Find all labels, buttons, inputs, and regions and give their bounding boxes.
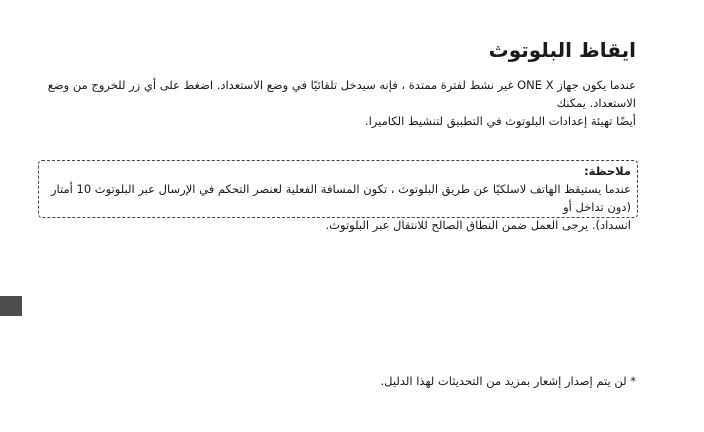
- footnote: * لن يتم إصدار إشعار بمزيد من التحديثات لهذا الدليل.: [380, 374, 636, 388]
- note-title: ملاحظة:: [584, 164, 631, 178]
- intro-paragraph: [42, 76, 636, 130]
- page-title: ايقاظ البلوتوث: [488, 38, 636, 62]
- intro-line: عندما يكون جهاز ONE X غير نشط لفترة ممتدة ، فإنه سيدخل تلقائيًا في وضع الاستعداد. اضغط على أي زر للخروج من وضع الاستعداد. يمكنك: [47, 78, 636, 110]
- intro-line: أيضًا تهيئة إعدادات البلوتوث في التطبيق لتنشيط الكاميرا.: [364, 114, 636, 128]
- note-line: انسداد). يرجى العمل ضمن النطاق الصالح للانتقال عبر البلوتوث.: [325, 218, 631, 232]
- note-box: [38, 160, 638, 232]
- note-line: عندما يستيقظ الهاتف لاسلكيًا عن طريق البلوتوث ، تكون المسافة الفعلية لعنصر التحكم في الإرسال عبر البلوتوث 10 أمتار (دون تداخل أو: [50, 182, 631, 214]
- note-body: [45, 180, 631, 234]
- section-tab-marker: [0, 296, 22, 316]
